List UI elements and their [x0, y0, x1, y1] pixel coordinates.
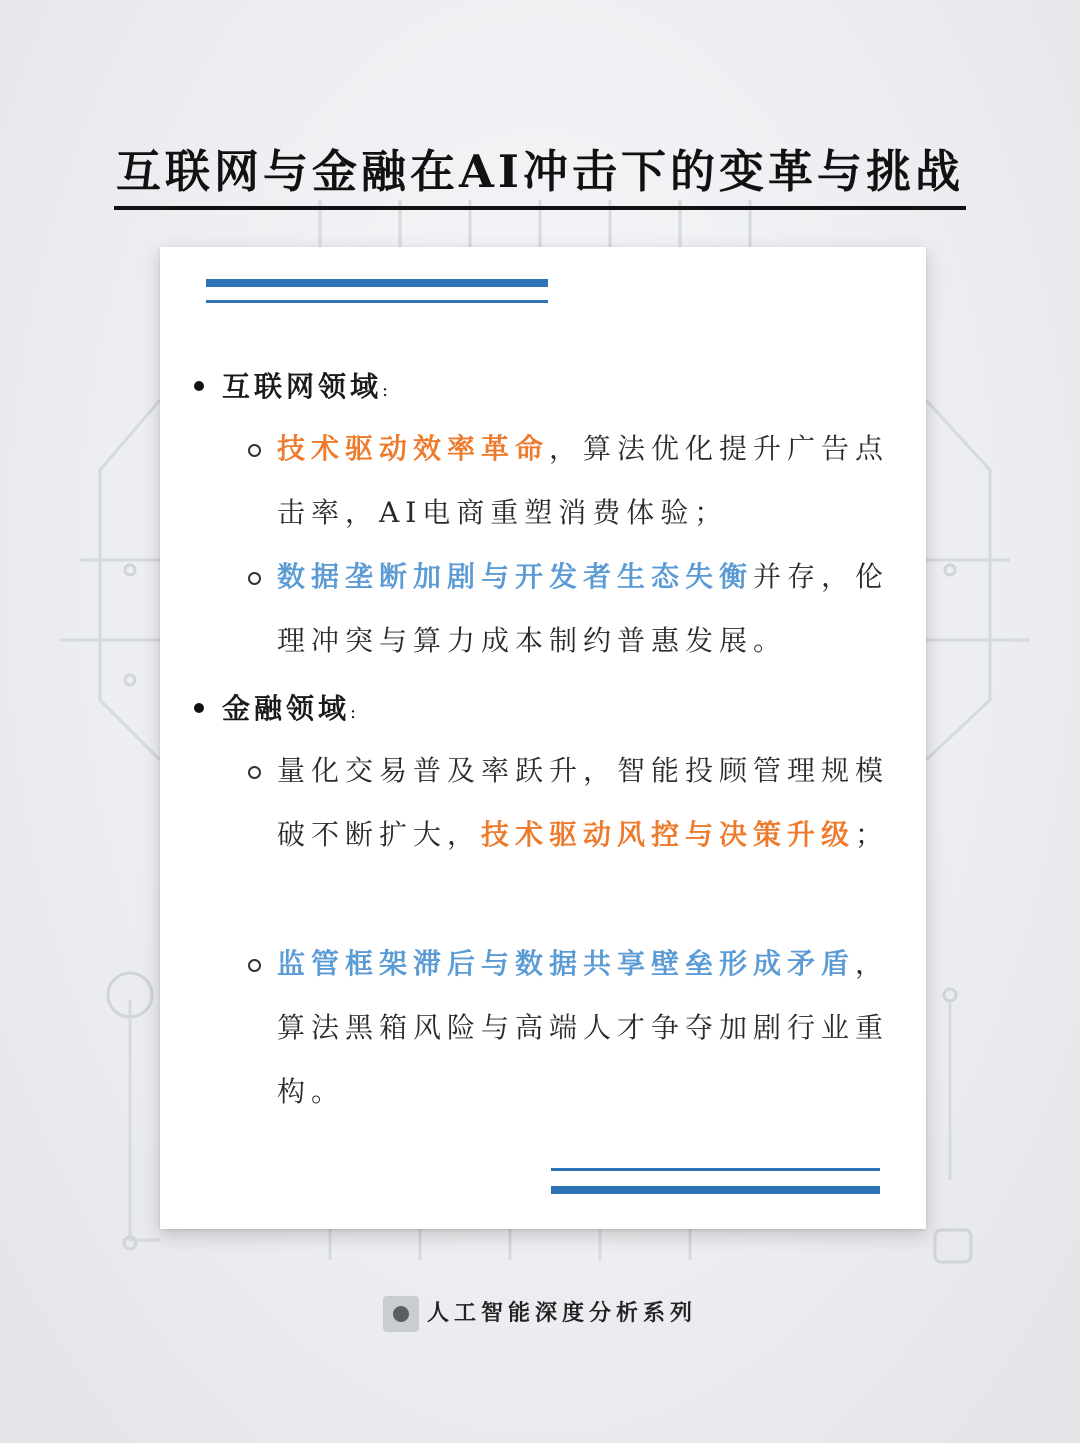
- section-heading-internet: [222, 365, 392, 405]
- bottom-thin-rule: [551, 1168, 880, 1171]
- highlight-orange: 技术驱动风控与决策升级: [481, 818, 856, 851]
- content-card: [160, 247, 926, 1229]
- list-item: [277, 545, 897, 673]
- item-bullet: [248, 444, 261, 457]
- item-text: ；: [855, 818, 890, 851]
- list-item: [277, 932, 897, 1124]
- list-item: [277, 417, 897, 545]
- section-heading-colon: :: [382, 380, 393, 401]
- page-title: [0, 135, 1080, 210]
- item-text: 并存，伦理冲突与算力成本制约普惠发展。: [277, 560, 890, 657]
- section-heading-colon: :: [350, 702, 361, 723]
- highlight-blue: 数据垄断加剧与开发者生态失衡: [277, 560, 754, 593]
- item-bullet: [248, 766, 261, 779]
- item-text: ，算法优化提升广告点击率，AI电商重塑消费体验；: [277, 432, 890, 529]
- top-thin-rule: [206, 300, 548, 303]
- section-heading-text: 金融领域: [222, 692, 351, 725]
- item-bullet: [248, 959, 261, 972]
- item-text: ，算法黑箱风险与高端人才争夺加剧行业重构。: [277, 947, 890, 1108]
- list-item: [277, 739, 897, 867]
- top-thick-rule: [206, 279, 548, 287]
- page-title-text: 互联网与金融在AI冲击下的变革与挑战: [114, 135, 966, 210]
- item-text: 量化交易普及率跃升，智能投顾管理规模破不断扩大，: [277, 754, 890, 851]
- item-bullet: [248, 572, 261, 585]
- highlight-blue: 监管框架滞后与数据共享壁垒形成矛盾: [277, 947, 856, 980]
- section-bullet: [194, 381, 204, 391]
- section-bullet: [194, 703, 204, 713]
- series-logo-icon: [383, 1296, 419, 1332]
- bottom-thick-rule: [551, 1186, 880, 1194]
- section-heading-finance: [222, 687, 360, 727]
- footer-text: 人工智能深度分析系列: [426, 1300, 697, 1326]
- highlight-orange: 技术驱动效率革命: [277, 432, 550, 465]
- footer: [0, 1296, 1080, 1332]
- section-heading-text: 互联网领域: [222, 370, 383, 403]
